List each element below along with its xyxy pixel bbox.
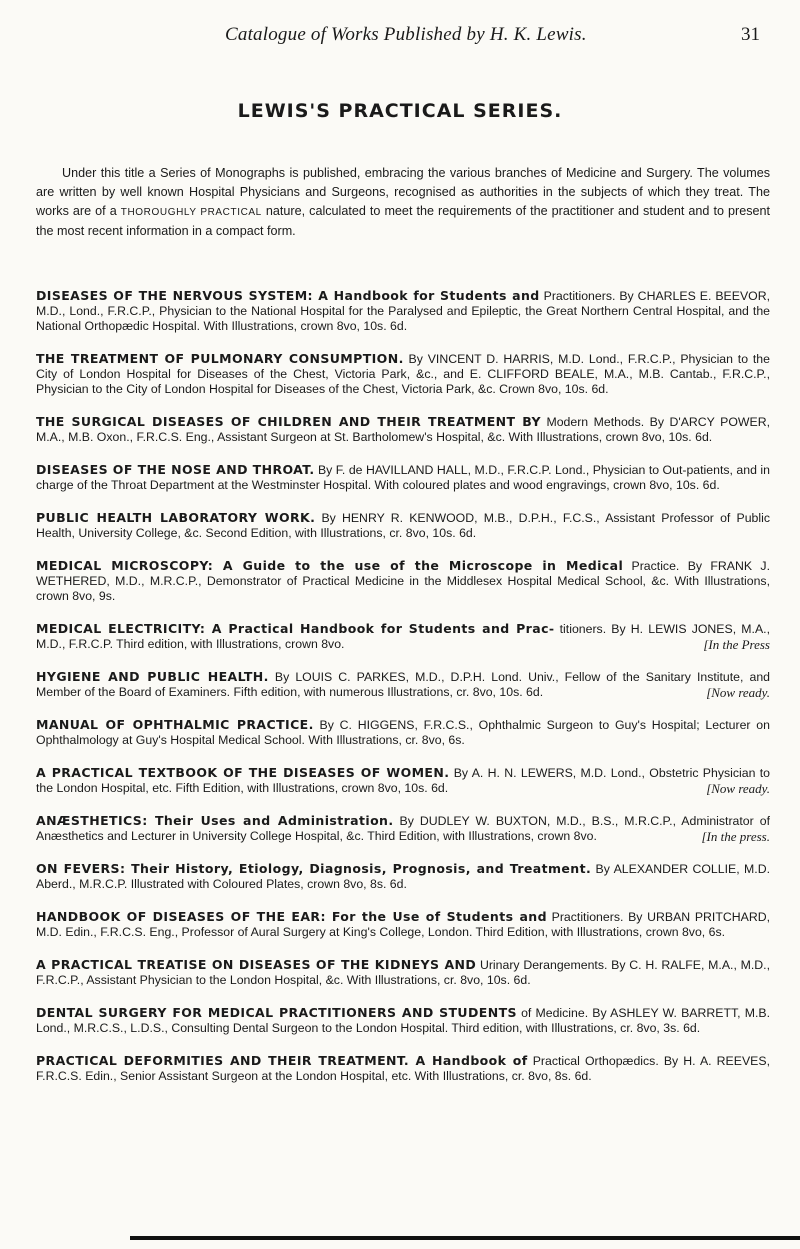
book-entry [36, 558, 770, 604]
book-title: A PRACTICAL TEXTBOOK OF THE DISEASES OF WOMEN. [36, 765, 450, 780]
book-title: ON FEVERS: Their History, Etiology, Diagnosis, Prognosis, and Treatment. [36, 861, 592, 876]
book-entry [36, 909, 770, 940]
book-description: By A. H. N. LEWERS, M.D. Lond., Obstetric Physician to the London Hospital, etc. Fifth Edition, with Illustrations, crown 8vo, 10s. 6d. [36, 766, 770, 795]
book-description: Modern Methods. By D'ARCY POWER, M.A., M.B. Oxon., F.R.C.S. Eng., Assistant Surgeon at St. Bartholomew's Hospital, &c. With Illustrations, crown 8vo, 10s. 6d. [36, 415, 770, 444]
series-title: LEWIS'S PRACTICAL SERIES. [237, 100, 563, 122]
book-description: By VINCENT D. HARRIS, M.D. Lond., F.R.C.P., Physician to the City of London Hospital for Diseases of the Chest, Victoria Park, &c., and E. CLIFFORD BEALE, M.A., M.B. Cantab., F.R.C.P., Physician to the City of London Hospital for Diseases of the Chest, Victoria Park, &c. Crown 8vo, 10s. 6d. [36, 352, 770, 396]
book-title: MEDICAL MICROSCOPY: A Guide to the use of the Microscope in Medical [36, 558, 624, 573]
book-title: ANÆSTHETICS: Their Uses and Administration. [36, 813, 394, 828]
publication-status: [Now ready. [706, 781, 770, 796]
book-description: Practical Orthopædics. By H. A. REEVES, F.R.C.S. Edin., Senior Assistant Surgeon at the London Hospital, etc. With Illustrations, cr. 8vo, 8s. 6d. [36, 1054, 770, 1083]
book-entry [36, 669, 770, 700]
running-head: Catalogue of Works Published by H. K. Lewis. [225, 24, 587, 45]
book-description: Practitioners. By CHARLES E. BEEVOR, M.D., Lond., F.R.C.P., Physician to the National Hospital for the Paralysed and Epileptic, the Great Northern Central Hospital, and the National Orthopædic Hospital. With Illustrations, crown 8vo, 10s. 6d. [36, 289, 770, 333]
book-description: By ALEXANDER COLLIE, M.D. Aberd., M.R.C.P. Illustrated with Coloured Plates, crown 8vo, 8s. 6d. [36, 862, 770, 891]
book-description: By LOUIS C. PARKES, M.D., D.P.H. Lond. Univ., Fellow of the Sanitary Institute, and Member of the Board of Examiners. Fifth edition, with numerous Illustrations, cr. 8vo, 10s. 6d. [36, 670, 770, 699]
book-title: DENTAL SURGERY FOR MEDICAL PRACTITIONERS AND STUDENTS [36, 1005, 517, 1020]
book-entry [36, 510, 770, 541]
publication-status: [In the press. [701, 829, 770, 844]
book-description: Practice. By FRANK J. WETHERED, M.D., M.R.C.P., Demonstrator of Practical Medicine in the Middlesex Hospital Medical School, &c. With Illustrations, crown 8vo, 9s. [36, 559, 770, 603]
book-description: of Medicine. By ASHLEY W. BARRETT, M.B. Lond., M.R.C.S., L.D.S., Consulting Dental Surgeon to the London Hospital. Third edition, with Illustrations, cr. 8vo, 3s. 6d. [36, 1006, 770, 1035]
publication-status: [In the Press [703, 637, 770, 652]
book-entry [36, 462, 770, 493]
book-title: DISEASES OF THE NOSE AND THROAT. [36, 462, 315, 477]
book-title: PUBLIC HEALTH LABORATORY WORK. [36, 510, 316, 525]
page-bottom-rule [130, 1236, 800, 1240]
book-title: A PRACTICAL TREATISE ON DISEASES OF THE KIDNEYS AND [36, 957, 477, 972]
book-title: THE SURGICAL DISEASES OF CHILDREN AND THEIR TREATMENT BY [36, 414, 541, 429]
book-description: Practitioners. By URBAN PRITCHARD, M.D. Edin., F.R.C.S. Eng., Professor of Aural Surgery at King's College, London. Third Edition, with Illustrations, crown 8vo, 6s. [36, 910, 770, 939]
book-entry [36, 1053, 770, 1084]
intro-smallcaps: THOROUGHLY PRACTICAL [120, 206, 262, 218]
book-title: PRACTICAL DEFORMITIES AND THEIR TREATMENT. A Handbook of [36, 1053, 528, 1068]
book-list [36, 288, 770, 1084]
book-entry [36, 1005, 770, 1036]
book-entry [36, 813, 770, 844]
page-number: 31 [741, 24, 760, 45]
book-title: MANUAL OF OPHTHALMIC PRACTICE. [36, 717, 314, 732]
publication-status: [Now ready. [706, 685, 770, 700]
book-entry [36, 288, 770, 334]
book-title: MEDICAL ELECTRICITY: A Practical Handbook for Students and Prac- [36, 621, 555, 636]
book-description: By F. de HAVILLAND HALL, M.D., F.R.C.P. Lond., Physician to Out-patients, and in charge of the Throat Department at the Westminster Hospital. With coloured plates and wood engravings, crown 8vo, 10s. 6d. [36, 463, 770, 492]
book-title: DISEASES OF THE NERVOUS SYSTEM: A Handbook for Students and [36, 288, 540, 303]
book-description: By HENRY R. KENWOOD, M.B., D.P.H., F.C.S., Assistant Professor of Public Health, University College, &c. Second Edition, with Illustrations, cr. 8vo, 10s. 6d. [36, 511, 770, 540]
book-entry [36, 957, 770, 988]
book-entry [36, 414, 770, 445]
book-title: HANDBOOK OF DISEASES OF THE EAR: For the Use of Students and [36, 909, 547, 924]
book-entry [36, 351, 770, 397]
book-entry [36, 621, 770, 652]
book-entry [36, 861, 770, 892]
book-description: By DUDLEY W. BUXTON, M.D., B.S., M.R.C.P., Administrator of Anæsthetics and Lecturer in University College Hospital, &c. Third Edition, with Illustrations, crown 8vo. [36, 814, 770, 843]
book-description: Urinary Derangements. By C. H. RALFE, M.A., M.D., F.R.C.P., Assistant Physician to the London Hospital, &c. With Illustrations, cr. 8vo, 10s. 6d. [36, 958, 770, 987]
book-entry [36, 765, 770, 796]
intro-text-start: Under this title a Series of Monographs is published, embracing the various branches of Medicine and Surgery. The volumes are written by well known Hospital Physicians and Surgeons, recognised as authorities in the subjects of which they treat. The works are of a [36, 165, 770, 218]
book-entry [36, 717, 770, 748]
intro-paragraph [36, 164, 770, 241]
book-title: THE TREATMENT OF PULMONARY CONSUMPTION. [36, 351, 404, 366]
book-description: By C. HIGGENS, F.R.C.S., Ophthalmic Surgeon to Guy's Hospital; Lecturer on Ophthalmology at Guy's Hospital Medical School. With Illustrations, cr. 8vo, 6s. [36, 718, 770, 747]
book-title: HYGIENE AND PUBLIC HEALTH. [36, 669, 269, 684]
book-description: titioners. By H. LEWIS JONES, M.A., M.D., F.R.C.P. Third edition, with Illustrations, crown 8vo. [36, 622, 770, 651]
intro-text-end: nature, calculated to meet the requirements of the practitioner and student and to present the most recent information in a compact form. [36, 203, 771, 238]
